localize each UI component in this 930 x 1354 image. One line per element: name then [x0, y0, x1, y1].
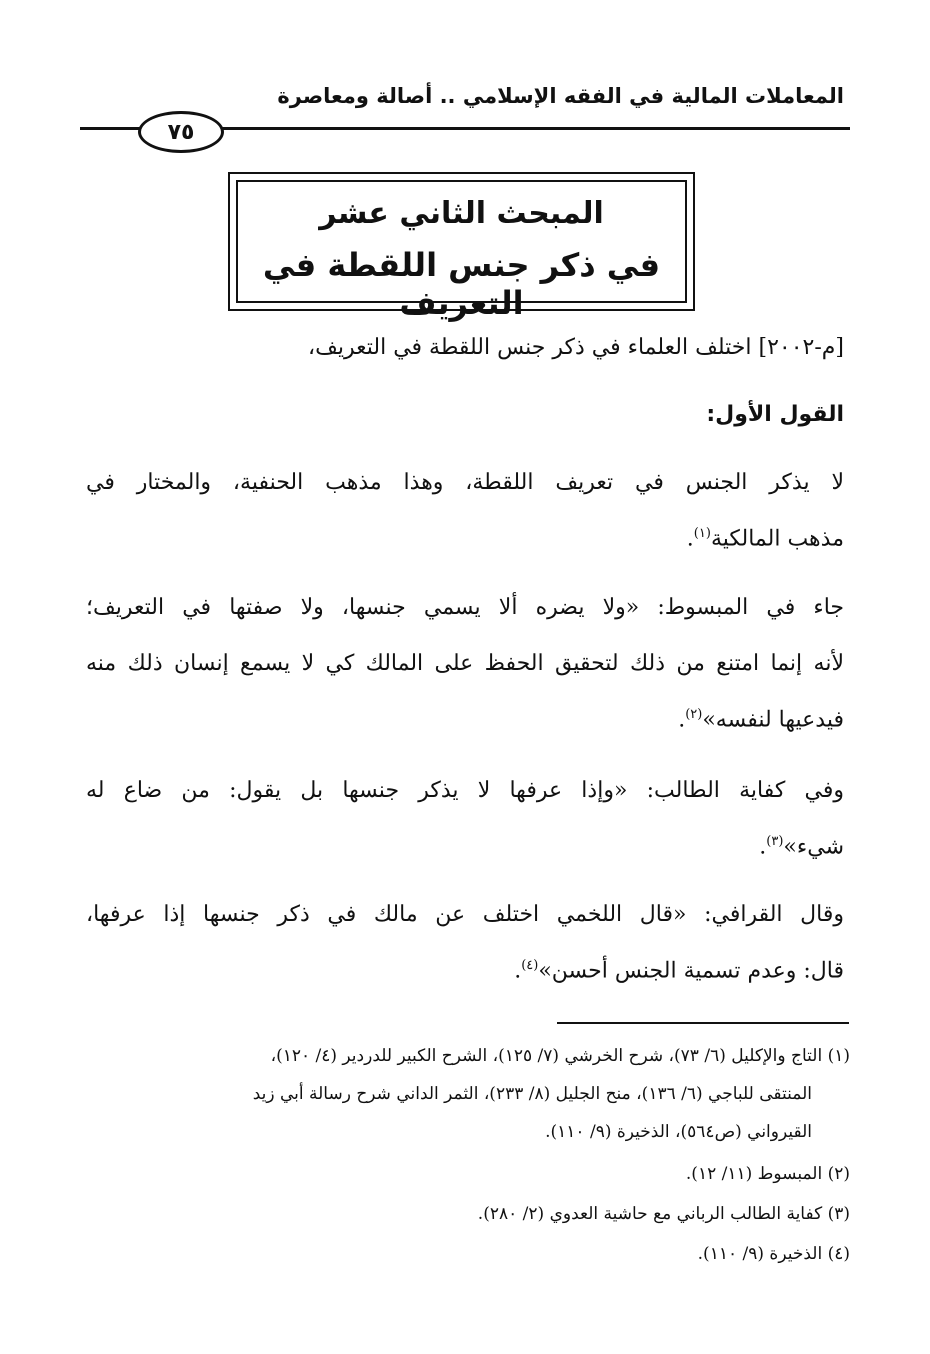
footnote-ref-2[interactable]: (٢) — [685, 707, 703, 722]
page-number: ٧٥ — [138, 111, 224, 153]
footnote-1-line-1: (١) التاج والإكليل (٦/ ٧٣)، شرح الخرشي (٧/ ١٢٥)، الشرح الكبير للدردير (٤/ ١٢٠)، — [270, 1046, 850, 1066]
footnote-1-line-3: القيرواني (ص٥٦٤)، الذخيرة (٩/ ١١٠). — [545, 1122, 812, 1142]
paragraph-5-line-2: قال: وعدم تسمية الجنس أحسن»$^{(٤)}$. — [514, 958, 844, 984]
paragraph-3-line-3: فيدعيها لنفسه»$^{(٢)}$. — [678, 707, 844, 733]
footnote-2: (٢) المبسوط (١١/ ١٢). — [685, 1164, 850, 1184]
footnote-separator — [557, 1022, 849, 1024]
footnote-1-line-2: المنتقى للباجي (٦/ ١٣٦)، منح الجليل (٨/ ٢٣٣)، الثمر الداني شرح رسالة أبي زيد — [252, 1084, 812, 1104]
paragraph-5-line-1: وقال القرافي: «قال اللخمي اختلف عن مالك في ذكر جنسها إذا عرفها، — [86, 902, 844, 927]
paragraph-4-line-2: شيء»$^{(٣)}$. — [759, 834, 844, 860]
running-header: المعاملات المالية في الفقه الإسلامي .. أصالة ومعاصرة — [277, 84, 844, 108]
paragraph-3-line-2: لأنه إنما امتنع من ذلك لتحقيق الحفظ على المالك كي لا يسمع إنسان ذلك منه — [86, 651, 844, 676]
paragraph-4-line-1: وفي كفاية الطالب: «وإذا عرفها لا يذكر جنسها بل يقول: من ضاع له — [86, 778, 844, 803]
section-title-box — [228, 172, 695, 322]
paragraph-2-line-2: مذهب المالكية$^{(١)}$. — [686, 526, 844, 552]
section-title-line-2: في ذكر جنس اللقطة في التعريف — [262, 246, 661, 322]
footnote-ref-4[interactable]: (٤) — [521, 958, 539, 973]
paragraph-3-line-1: جاء في المبسوط: «ولا يضره ألا يسمي جنسها، ولا صفتها في التعريف؛ — [86, 595, 844, 620]
paragraph-intro: [م-٢٠٠٢] اختلف العلماء في ذكر جنس اللقطة في التعريف، — [308, 335, 844, 360]
footnote-4: (٤) الذخيرة (٩/ ١١٠). — [697, 1244, 850, 1264]
paragraph-2-line-1: لا يذكر الجنس في تعريف اللقطة، وهذا مذهب الحنفية، والمختار في — [86, 470, 844, 495]
footnote-ref-3[interactable]: (٣) — [766, 834, 784, 849]
section-title-line-1: المبحث الثاني عشر — [319, 196, 604, 231]
footnote-ref-1[interactable]: (١) — [693, 526, 711, 541]
heading-first-opinion: القول الأول: — [706, 402, 844, 427]
footnote-3: (٣) كفاية الطالب الرباني مع حاشية العدوي (٢/ ٢٨٠). — [477, 1204, 850, 1224]
